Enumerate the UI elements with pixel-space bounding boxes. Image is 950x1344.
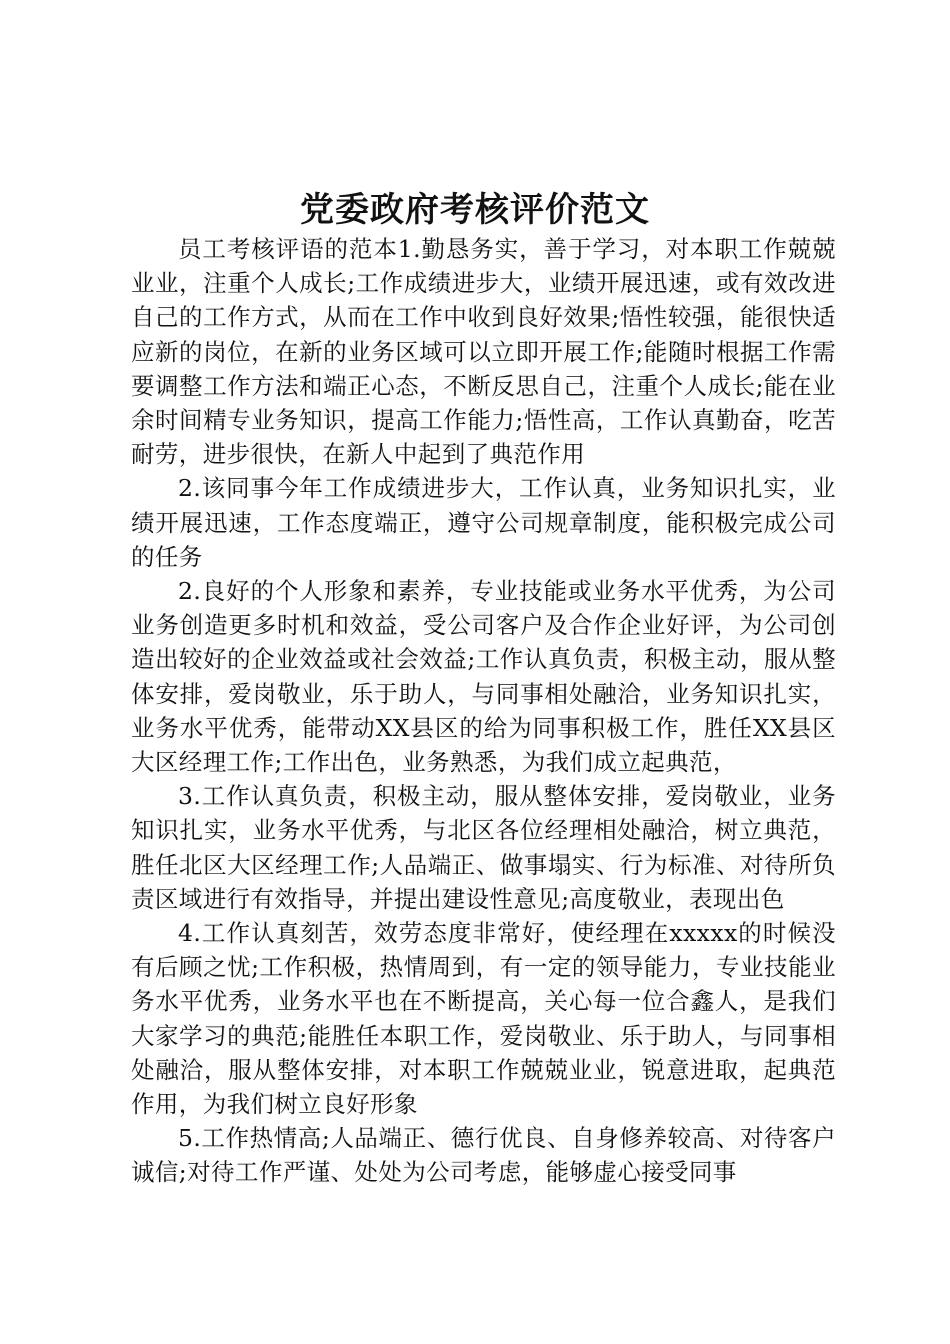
paragraph-item-2b: 2.良好的个人形象和素养，专业技能或业务水平优秀，为公司业务创造更多时机和效益，受公司客户及合作企业好评，为公司创造出较好的企业效益或社会效益;工作认真负责，积极主动，服从整体安排，爱岗敬业，乐于助人，与同事相处融洽，业务知识扎实，业务水平优秀，能带动XX县区的给为同事积极工作，胜任XX县区大区经理工作;工作出色，业务熟悉，为我们成立起典范， (131, 577, 836, 777)
paragraph-intro: 员工考核评语的范本1.勤恳务实，善于学习，对本职工作兢兢业业，注重个人成长;工作成绩进步大，业绩开展迅速，或有效改进自己的工作方式，从而在工作中收到良好效果;悟性较强，能很快适应新的岗位，在新的业务区域可以立即开展工作;能随时根据工作需要调整工作方法和端正心态，不断反思自己，注重个人成长;能在业余时间精专业务知识，提高工作能力;悟性高，工作认真勤奋，吃苦耐劳，进步很快，在新人中起到了典范作用 (131, 235, 836, 469)
paragraph-item-5: 5.工作热情高;人品端正、德行优良、自身修养较高、对待客户诚信;对待工作严谨、处处为公司考虑，能够虚心接受同事 (131, 1124, 836, 1187)
paragraph-item-4: 4.工作认真刻苦，效劳态度非常好，使经理在xxxxx的时候没有后顾之忧;工作积极，热情周到，有一定的领导能力，专业技能业务水平优秀，业务水平也在不断提高，关心每一位合鑫人，是我们大家学习的典范;能胜任本职工作，爱岗敬业、乐于助人，与同事相处融洽，服从整体安排，对本职工作兢兢业业，锐意进取，起典范作用，为我们树立良好形象 (131, 919, 836, 1119)
document-body (131, 232, 836, 1190)
page-title: 党委政府考核评价范文 (300, 190, 650, 230)
paragraph-item-2a: 2.该同事今年工作成绩进步大，工作认真，业务知识扎实，业绩开展迅速，工作态度端正，遵守公司规章制度，能积极完成公司的任务 (131, 474, 836, 571)
paragraph-item-3: 3.工作认真负责，积极主动，服从整体安排，爱岗敬业，业务知识扎实，业务水平优秀，与北区各位经理相处融洽，树立典范，胜任北区大区经理工作;人品端正、做事塌实、行为标准、对待所负责区域进行有效指导，并提出建设性意见;高度敬业，表现出色 (131, 782, 836, 913)
